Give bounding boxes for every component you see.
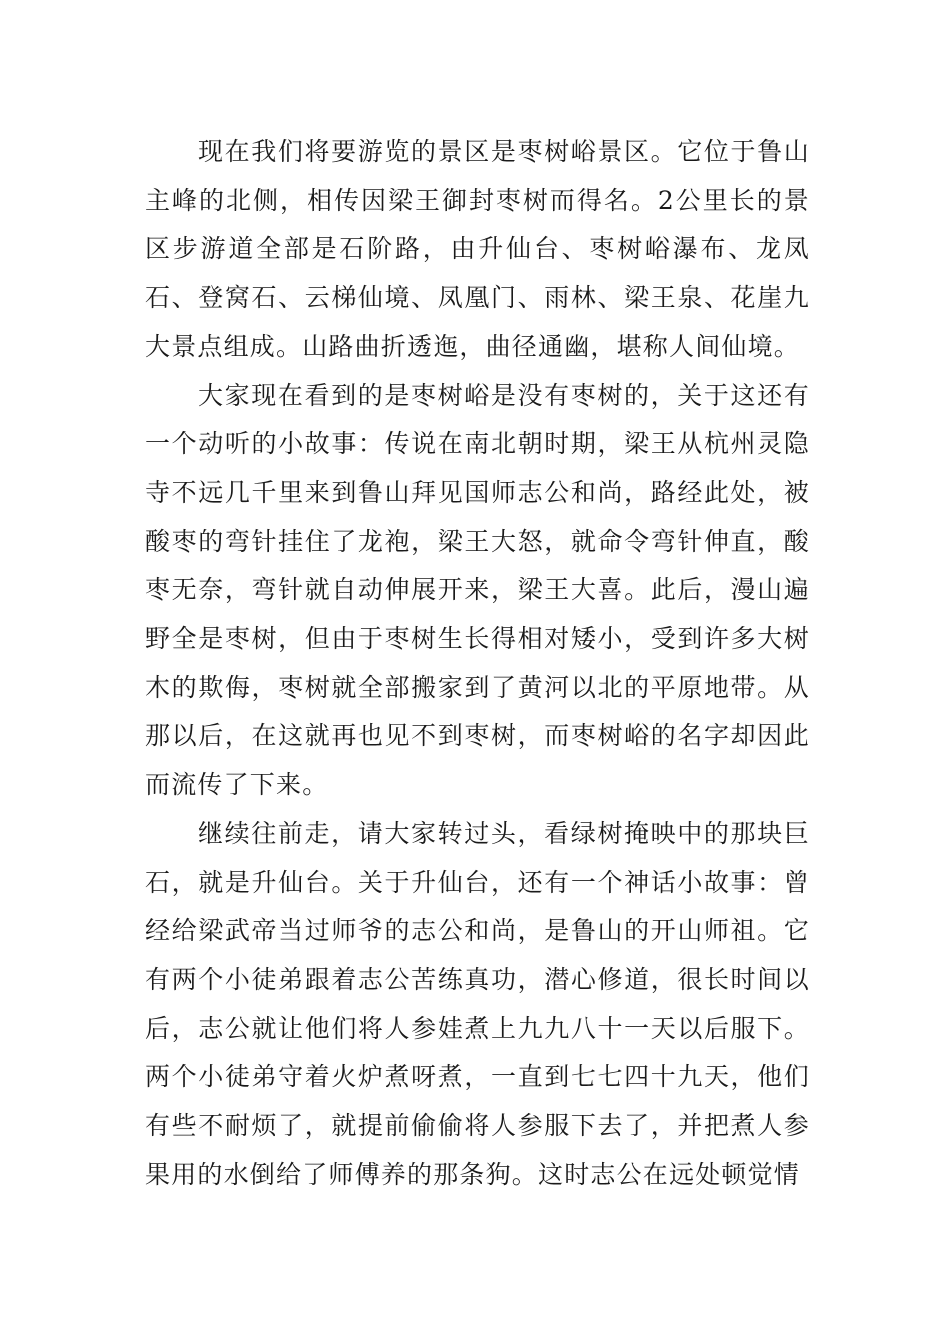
paragraph-1: 现在我们将要游览的景区是枣树峪景区。它位于鲁山主峰的北侧，相传因梁王御封枣树而得名。2公里长的景区步游道全部是石阶路，由升仙台、枣树峪瀑布、龙凤石、登窝石、云梯仙境、凤凰门、雨林、梁王泉、花崖九大景点组成。山路曲折透迤，曲径通幽，堪称人间仙境。 [145, 137, 810, 361]
body-text [145, 128, 810, 1199]
paragraph-3: 继续往前走，请大家转过头，看绿树掩映中的那块巨石，就是升仙台。关于升仙台，还有一个神话小故事：曾经给梁武帝当过师爷的志公和尚，是鲁山的开山师祖。它有两个小徒弟跟着志公苦练真功，潜心修道，很长时间以后，志公就让他们将人参娃煮上九九八十一天以后服下。两个小徒弟守着火炉煮呀煮，一直到七七四十九天，他们有些不耐烦了，就提前偷偷将人参服下去了，并把煮人参果用的水倒给了师傅养的那条狗。这时志公在远处顿觉情 [145, 818, 810, 1189]
paragraph-2: 大家现在看到的是枣树峪是没有枣树的，关于这还有一个动听的小故事：传说在南北朝时期，梁王从杭州灵隐寺不远几千里来到鲁山拜见国师志公和尚，路经此处，被酸枣的弯针挂住了龙袍，梁王大怒，就命令弯针伸直，酸枣无奈，弯针就自动伸展开来，梁王大喜。此后，漫山遍野全是枣树，但由于枣树生长得相对矮小，受到许多大树木的欺侮，枣树就全部搬家到了黄河以北的平原地带。从那以后，在这就再也见不到枣树，而枣树峪的名字却因此而流传了下来。 [145, 380, 810, 800]
